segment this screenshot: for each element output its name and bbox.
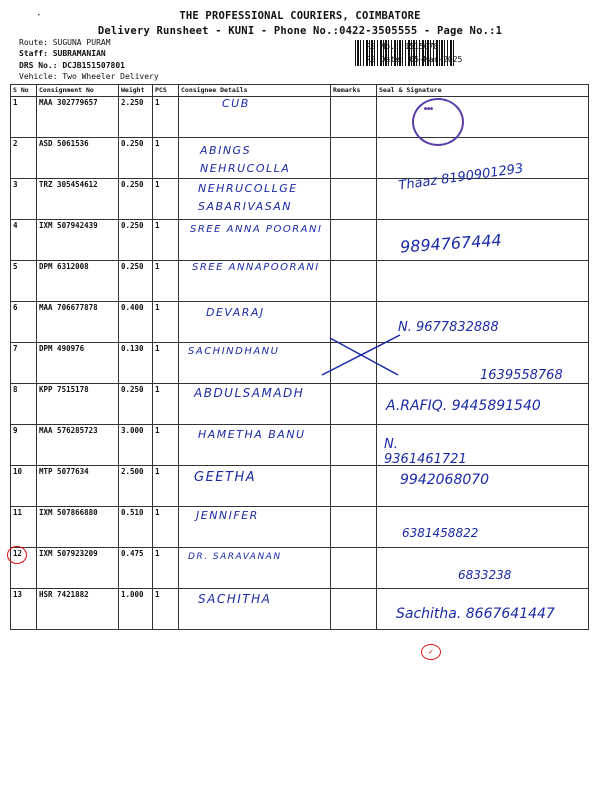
cell-consignment: DPM 6312008 xyxy=(37,261,119,302)
cell-sno: 10 xyxy=(11,466,37,507)
cell-weight: 2.500 xyxy=(119,466,153,507)
cell-pcs: 1 xyxy=(153,589,179,630)
table-header-row xyxy=(11,85,589,97)
seal-stamp: ●●● xyxy=(412,98,464,146)
cell-weight: 0.250 xyxy=(119,138,153,179)
handwritten-consignee: JENNIFER xyxy=(196,509,259,522)
cell-consignment: MAA 706677878 xyxy=(37,302,119,343)
cell-consignment: TRZ 305454612 xyxy=(37,179,119,220)
cell-pcs: 1 xyxy=(153,302,179,343)
cell-sno: 6 xyxy=(11,302,37,343)
cell-consignment: MAA 576285723 xyxy=(37,425,119,466)
cell-consignment: IXM 507866880 xyxy=(37,507,119,548)
cell-sno: 8 xyxy=(11,384,37,425)
cell-sno: 5 xyxy=(11,261,37,302)
handwritten-consignee: CUB xyxy=(222,97,250,110)
col-header-weight: Weight xyxy=(119,85,153,97)
handwritten-signature: N. 9677832888 xyxy=(398,320,499,335)
cell-pcs: 1 xyxy=(153,138,179,179)
handwritten-consignee: SREE ANNAPOORANI xyxy=(192,262,320,273)
table-row xyxy=(11,507,589,548)
cell-remarks xyxy=(331,425,377,466)
cell-weight: 0.250 xyxy=(119,384,153,425)
col-header-remarks: Remarks xyxy=(331,85,377,97)
cell-consignee xyxy=(179,97,331,138)
cell-remarks xyxy=(331,179,377,220)
route-label: Route: SUGUNA PURAM xyxy=(19,38,111,47)
cell-sno: 9 xyxy=(11,425,37,466)
cell-pcs: 1 xyxy=(153,466,179,507)
handwritten-consignee: GEETHA xyxy=(194,470,257,485)
col-header-signature: Seal & Signature xyxy=(377,85,589,97)
handwritten-signature: A.RAFIQ. 9445891540 xyxy=(386,398,541,414)
vehicle-label: Vehicle: Two Wheeler Delivery xyxy=(19,72,159,81)
cell-sno: 4 xyxy=(11,220,37,261)
cell-sno: 2 xyxy=(11,138,37,179)
cell-remarks xyxy=(331,220,377,261)
cell-signature xyxy=(377,97,589,138)
cell-weight: 0.510 xyxy=(119,507,153,548)
cell-pcs: 1 xyxy=(153,179,179,220)
handwritten-signature: N. 9361461721 xyxy=(384,437,467,467)
col-header-pcs: PCS xyxy=(153,85,179,97)
cell-consignment: HSR 7421882 xyxy=(37,589,119,630)
handwritten-consignee: SREE ANNA POORANI xyxy=(190,224,323,235)
cell-remarks xyxy=(331,97,377,138)
document-subtitle: Delivery Runsheet - KUNI - Phone No.:0422-3505555 - Page No.:1 xyxy=(97,25,503,37)
cell-consignment: MAA 302779657 xyxy=(37,97,119,138)
drs-number: DRS No.: DCJB151507801 xyxy=(19,61,125,70)
cell-remarks xyxy=(331,466,377,507)
cell-consignment: IXM 507942439 xyxy=(37,220,119,261)
cell-weight: 0.400 xyxy=(119,302,153,343)
cell-consignment: ASD 5061536 xyxy=(37,138,119,179)
cell-sno: 1 xyxy=(11,97,37,138)
cell-pcs: 1 xyxy=(153,548,179,589)
cell-consignment: MTP 5077634 xyxy=(37,466,119,507)
cell-remarks xyxy=(331,384,377,425)
cell-pcs: 1 xyxy=(153,97,179,138)
cell-remarks xyxy=(331,507,377,548)
handwritten-signature: 9942068070 xyxy=(400,472,490,488)
handwritten-consignee: ABINGS NEHRUCOLLA xyxy=(200,144,291,175)
corner-mark: • xyxy=(37,12,41,19)
cell-pcs: 1 xyxy=(153,220,179,261)
cell-sno: 12 xyxy=(11,548,37,589)
cell-weight: 1.000 xyxy=(119,589,153,630)
handwritten-consignee: DR. SARAVANAN xyxy=(188,552,282,562)
table-row xyxy=(11,466,589,507)
cell-weight: 2.250 xyxy=(119,97,153,138)
cell-sno: 11 xyxy=(11,507,37,548)
handwritten-signature: Thaaz 8190901293 xyxy=(397,161,525,194)
handwritten-signature: 6833238 xyxy=(458,568,512,582)
handwritten-consignee: NEHRUCOLLGE SABARIVASAN xyxy=(198,182,298,213)
cell-sno: 13 xyxy=(11,589,37,630)
cell-sno: 3 xyxy=(11,179,37,220)
handwritten-signature: 6381458822 xyxy=(402,526,479,540)
col-header-sno: S No xyxy=(11,85,37,97)
handwritten-signature: 1639558768 xyxy=(480,368,563,383)
rs-number: RS No.: 1515078 xyxy=(366,42,439,51)
document-title: THE PROFESSIONAL COURIERS, COIMBATORE xyxy=(179,10,421,22)
col-header-consignee: Consignee Details xyxy=(179,85,331,97)
cell-consignment: IXM 507923209 xyxy=(37,548,119,589)
col-header-consignment: Consignment No xyxy=(37,85,119,97)
arrow-annotation xyxy=(320,330,410,380)
table-row xyxy=(11,97,589,138)
red-circle-annotation xyxy=(7,546,27,564)
handwritten-consignee: SACHITHA xyxy=(198,592,272,606)
cell-pcs: 1 xyxy=(153,384,179,425)
cell-weight: 0.475 xyxy=(119,548,153,589)
cell-weight: 0.250 xyxy=(119,179,153,220)
cell-sno: 7 xyxy=(11,343,37,384)
table-row xyxy=(11,302,589,343)
red-check-mark: ✓ xyxy=(421,644,441,660)
cell-consignment: DPM 490976 xyxy=(37,343,119,384)
cell-pcs: 1 xyxy=(153,425,179,466)
handwritten-signature: Sachitha. 8667641447 xyxy=(396,606,555,622)
handwritten-consignee: ABDULSAMADH xyxy=(194,386,305,400)
rs-date: RS Date: 05-Mar-2025 xyxy=(366,55,463,64)
cell-weight: 0.250 xyxy=(119,220,153,261)
cell-weight: 0.130 xyxy=(119,343,153,384)
cell-weight: 3.000 xyxy=(119,425,153,466)
staff-label: Staff: SUBRAMANIAN xyxy=(19,49,106,58)
handwritten-consignee: DEVARAJ xyxy=(206,306,265,319)
cell-weight: 0.250 xyxy=(119,261,153,302)
cell-remarks xyxy=(331,589,377,630)
cell-remarks xyxy=(331,261,377,302)
cell-pcs: 1 xyxy=(153,507,179,548)
cell-signature xyxy=(377,261,589,302)
handwritten-signature: 9894767444 xyxy=(399,230,503,257)
handwritten-consignee: HAMETHA BANU xyxy=(198,428,306,441)
cell-pcs: 1 xyxy=(153,261,179,302)
handwritten-consignee: SACHINDHANU xyxy=(188,346,280,357)
cell-pcs: 1 xyxy=(153,343,179,384)
cell-remarks xyxy=(331,548,377,589)
cell-consignment: KPP 7515178 xyxy=(37,384,119,425)
